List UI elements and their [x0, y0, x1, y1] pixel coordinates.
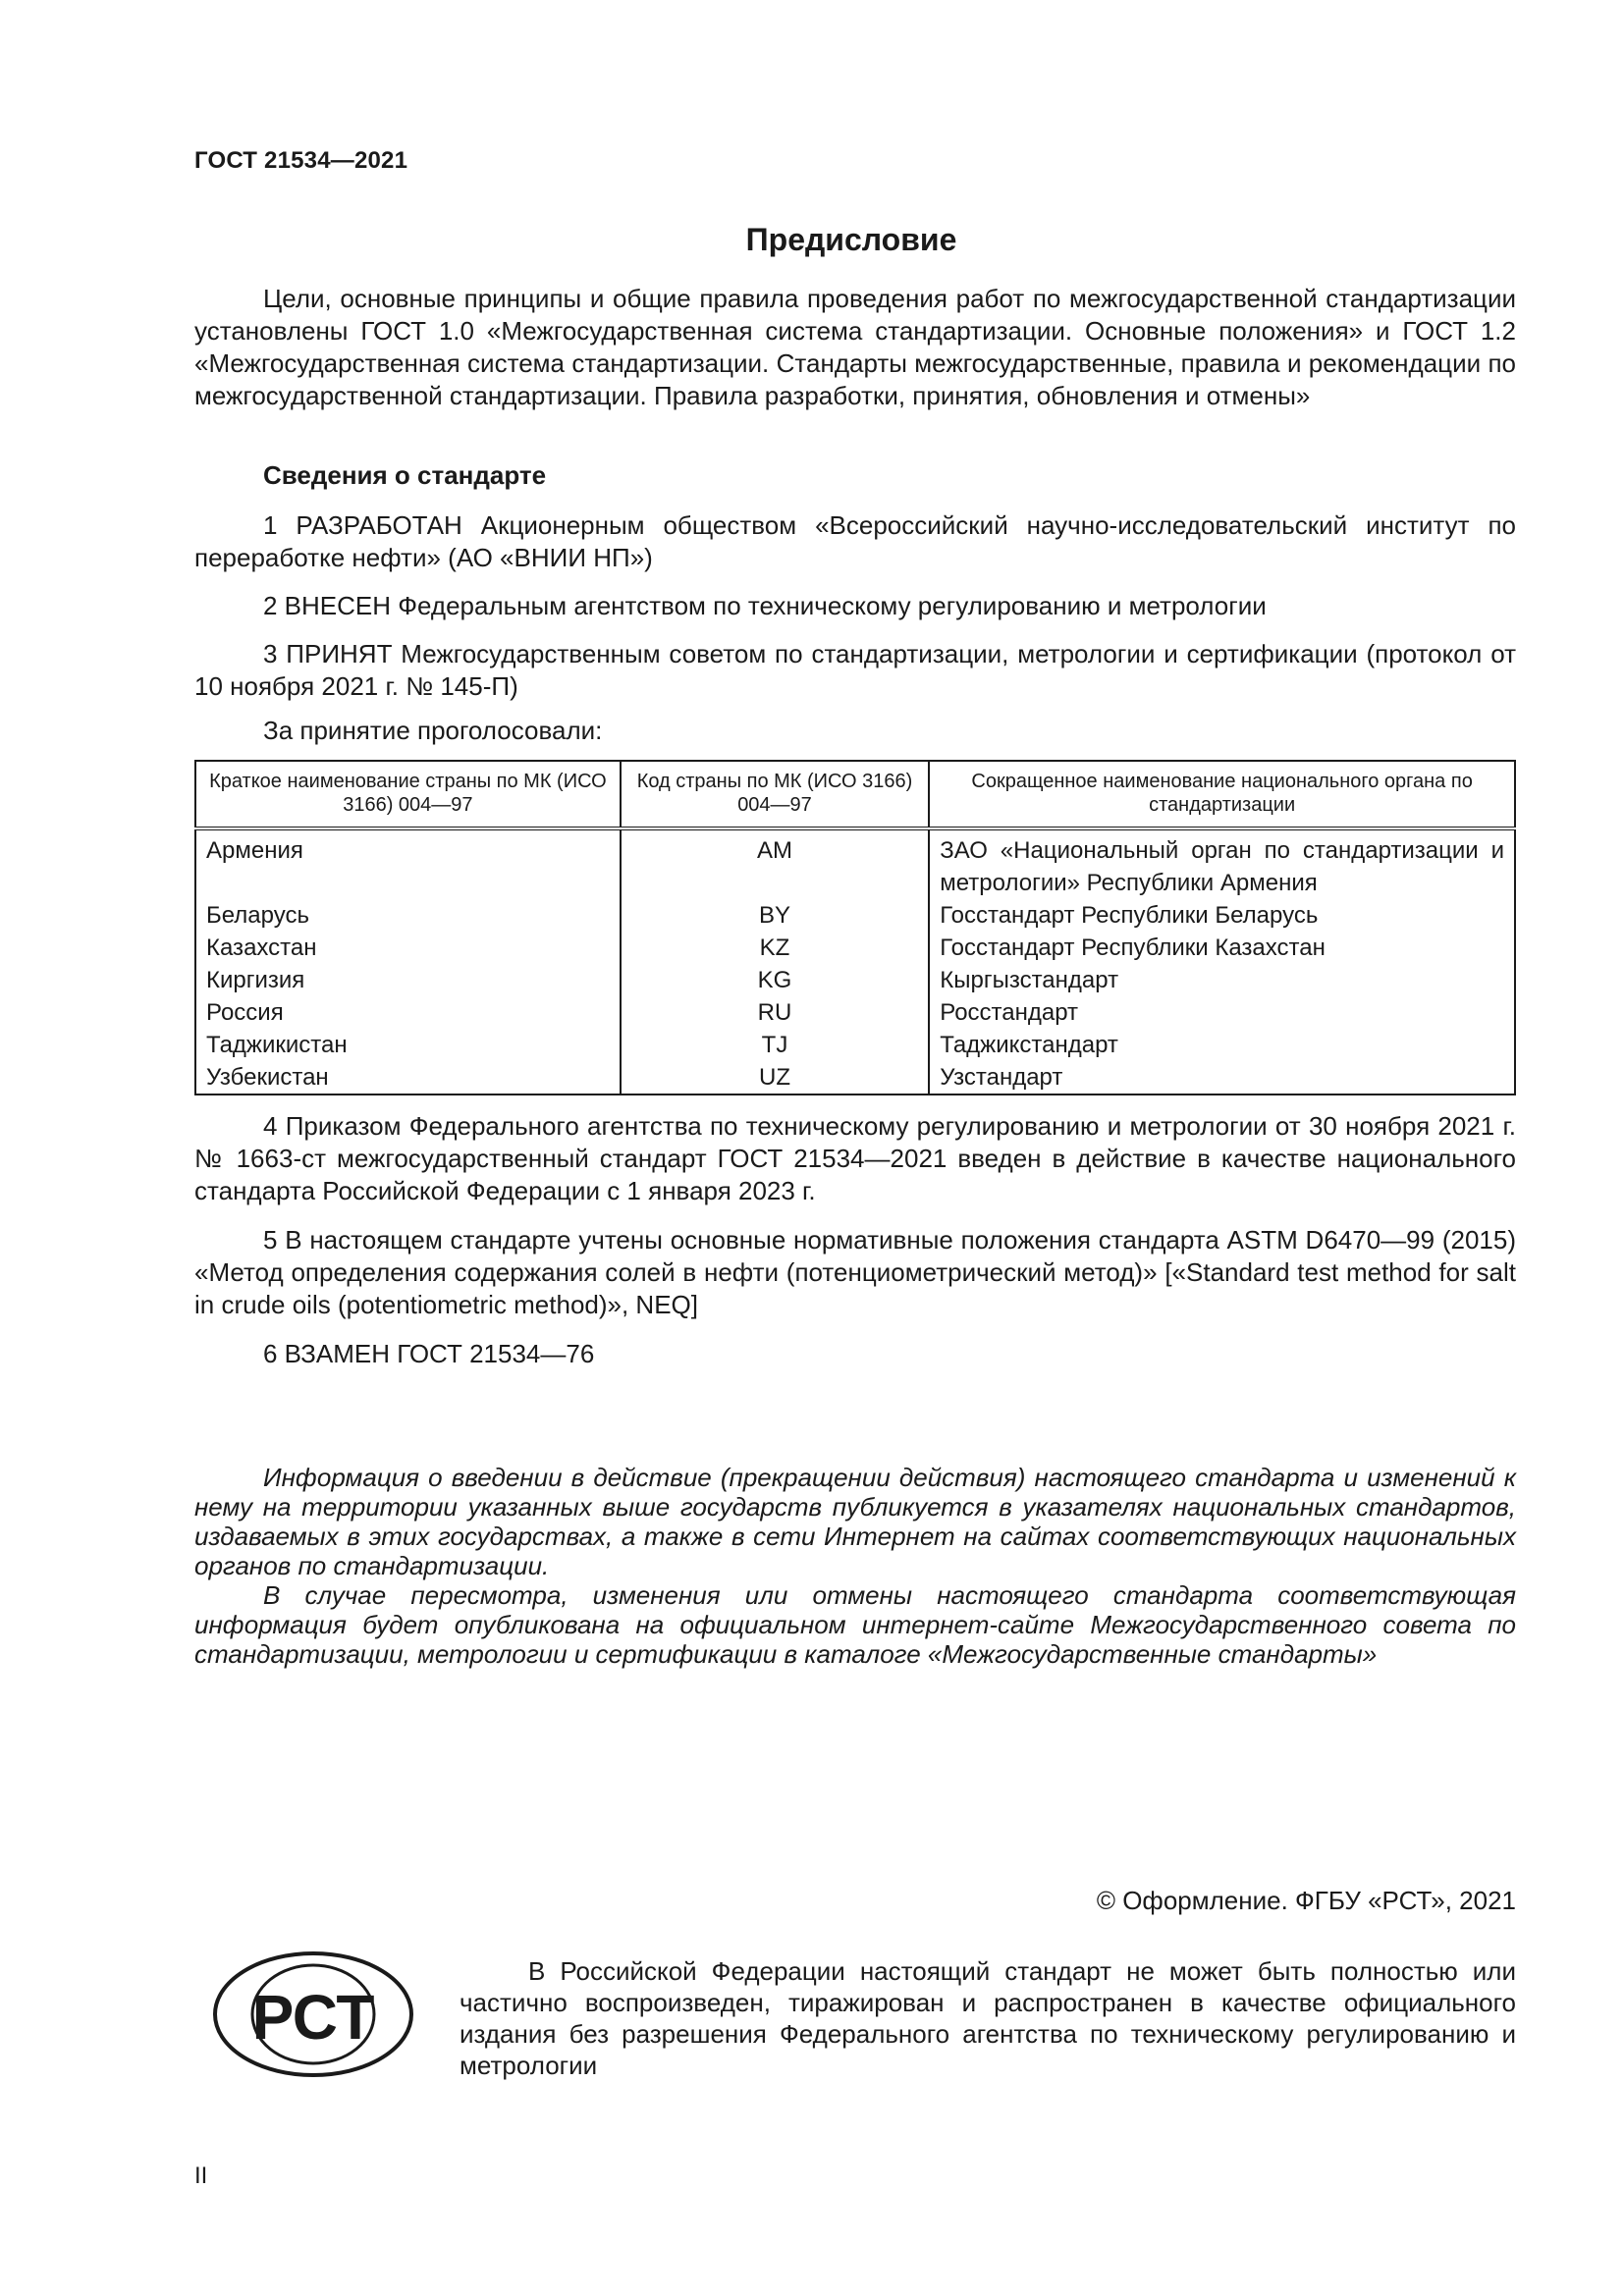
table-row	[195, 964, 1515, 996]
info-item-2: 2 ВНЕСЕН Федеральным агентством по техническому регулированию и метрологии	[263, 591, 1267, 620]
org-cell: Госстандарт Республики Беларусь	[929, 899, 1515, 932]
code-cell: KZ	[621, 932, 929, 964]
page-number: II	[194, 2163, 208, 2189]
country-cell: Киргизия	[206, 967, 305, 993]
column-header-org: Сокращенное наименование национального органа по стандартизации	[929, 761, 1515, 828]
table-row	[195, 996, 1515, 1029]
code-cell: KG	[621, 964, 929, 996]
code-cell: RU	[621, 996, 929, 1029]
copyright-line: © Оформление. ФГБУ «РСТ», 2021	[1096, 1886, 1516, 1915]
info-item-3: 3 ПРИНЯТ Межгосударственным советом по стандартизации, метрологии и сертификации (протокол от 10 ноября 2021 г. № 145-П)	[194, 639, 1516, 701]
table-row	[195, 828, 1515, 899]
page-title: Предисловие	[745, 222, 957, 257]
table-row	[195, 1029, 1515, 1061]
country-cell: Таджикистан	[206, 1032, 348, 1058]
document-code-header: ГОСТ 21534—2021	[194, 147, 408, 174]
code-cell: TJ	[621, 1029, 929, 1061]
org-cell: Госстандарт Республики Казахстан	[929, 932, 1515, 964]
country-cell: Беларусь	[206, 902, 309, 929]
info-item-5: 5 В настоящем стандарте учтены основные нормативные положения стандарта ASTM D6470—99 (2015) «Метод определения содержания солей в нефти (потенциометрический метод)» [«Standard test method for salt in crude oils (potentiometric method)», NEQ]	[194, 1225, 1516, 1319]
country-cell: Казахстан	[206, 934, 317, 961]
org-cell: Узстандарт	[929, 1061, 1515, 1095]
rst-logo-icon	[210, 1949, 416, 2081]
standard-info-heading: Сведения о стандарте	[263, 460, 547, 490]
info-item-1: 1 РАЗРАБОТАН Акционерным обществом «Всероссийский научно-исследовательский институт по переработке нефти» (АО «ВНИИ НП»)	[194, 510, 1516, 572]
info-item-6: 6 ВЗАМЕН ГОСТ 21534—76	[263, 1339, 595, 1368]
code-cell: BY	[621, 899, 929, 932]
code-cell: AM	[621, 828, 929, 899]
column-header-country: Краткое наименование страны по МК (ИСО 3166) 004—97	[195, 761, 621, 828]
reproduction-notice: В Российской Федерации настоящий стандарт не может быть полностью или частично воспроизведен, тиражирован и распространен в качестве официального издания без разрешения Федерального агентства по техническому регулированию и метрологии	[460, 1956, 1516, 2080]
voting-table	[194, 760, 1516, 1095]
table-row	[195, 899, 1515, 932]
org-cell: Таджикстандарт	[929, 1029, 1515, 1061]
country-cell: Узбекистан	[206, 1064, 329, 1091]
vote-intro: За принятие проголосовали:	[263, 716, 603, 745]
org-cell: ЗАО «Национальный орган по стандартизации и метрологии» Республики Армения	[929, 828, 1515, 899]
column-header-code: Код страны по МК (ИСО 3166) 004—97	[621, 761, 929, 828]
country-cell: Армения	[206, 837, 303, 864]
org-cell: Кыргызстандарт	[929, 964, 1515, 996]
country-cell: Россия	[206, 999, 284, 1026]
info-notice-block	[194, 1463, 1516, 1669]
org-cell: Росстандарт	[929, 996, 1515, 1029]
table-row	[195, 932, 1515, 964]
svg-text:РСТ: РСТ	[251, 1982, 375, 2053]
info-notice-paragraph-1: Информация о введении в действие (прекращении действия) настоящего стандарта и изменений к нему на территории указанных выше государств публикуется в указателях национальных стандартов, издаваемых в этих государствах, а также в сети Интернет на сайтах соответствующих национальных органов по стандартизации.	[194, 1463, 1516, 1580]
table-row	[195, 1061, 1515, 1095]
intro-paragraph: Цели, основные принципы и общие правила проведения работ по межгосударственной стандартизации установлены ГОСТ 1.0 «Межгосударственная система стандартизации. Основные положения» и ГОСТ 1.2 «Межгосударственная система стандартизации. Стандарты межгосударственные, правила и рекомендации по межгосударственной стандартизации. Правила разработки, принятия, обновления и отмены»	[194, 284, 1516, 410]
info-notice-paragraph-2: В случае пересмотра, изменения или отмены настоящего стандарта соответствующая информация будет опубликована на официальном интернет-сайте Межгосударственного совета по стандартизации, метрологии и сертификации в каталоге «Межгосударственные стандарты»	[194, 1580, 1516, 1669]
code-cell: UZ	[621, 1061, 929, 1095]
info-item-4: 4 Приказом Федерального агентства по техническому регулированию и метрологии от 30 ноября 2021 г. № 1663-ст межгосударственный стандарт ГОСТ 21534—2021 введен в действие в качестве национального стандарта Российской Федерации с 1 января 2023 г.	[194, 1111, 1516, 1205]
